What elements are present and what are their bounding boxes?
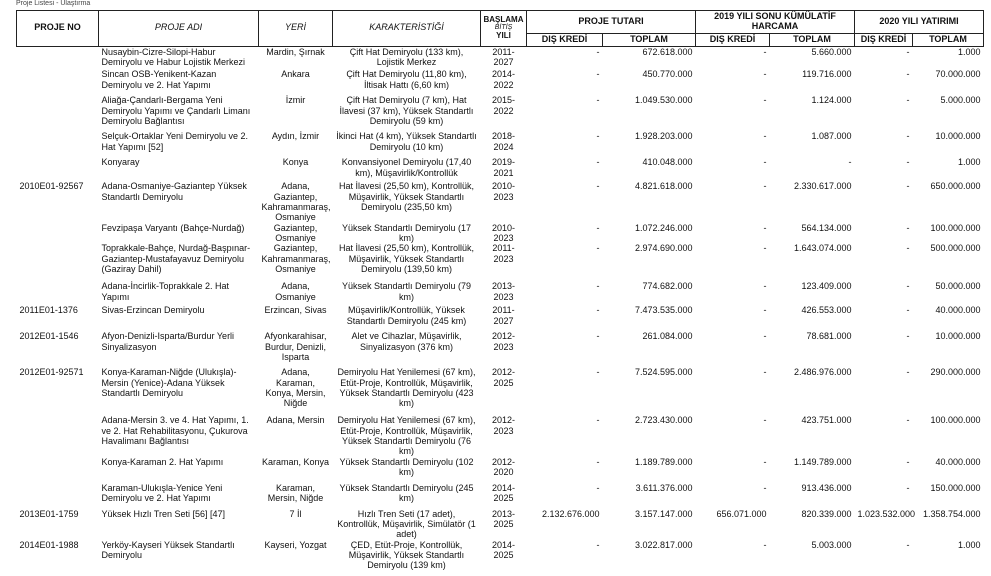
row-pt-toplam: 261.084.000 — [642, 331, 693, 342]
table-row — [17, 157, 984, 181]
row-proje-adi: Konya-Karaman 2. Hat Yapımı — [101, 456, 224, 467]
row-proje-adi: Konyaray — [101, 157, 140, 168]
row-proje-adi: Fevzipaşa Varyantı (Bahçe-Nurdağ) — [101, 222, 245, 233]
row-proje-adi: Adana-Mersin 3. ve 4. Hat Yapımı, 1. ve 2. Hat Rehabilitasyonu, Çukurova Havalimanı Bağlantısı — [101, 415, 249, 446]
row-pt-dis-kredi: - — [596, 95, 600, 106]
header-proje-tutari: PROJE TUTARI — [527, 11, 696, 34]
page-caption: Proje Listesi - Ulaştırma — [16, 0, 91, 7]
table-row — [17, 305, 984, 331]
header-bitis: BİTİŞ — [494, 24, 513, 32]
row-yt-dis-kredi: - — [906, 46, 910, 57]
row-kh-dis-kredi: - — [763, 482, 767, 493]
header-pt-toplam: TOPLAM — [603, 33, 696, 46]
row-yeri: Aydın, İzmir — [271, 131, 320, 142]
row-karakteristik: Çift Hat Demiryolu (7 km), Hat İlavesi (37 km), Yüksek Standartlı Demiryolu (59 km) — [339, 95, 474, 126]
row-yeri: Afyonkarahisar, Burdur, Denizli, Isparta — [264, 331, 327, 362]
row-karakteristik: Müşavirlik/Kontrollük, Yüksek Standartlı Demiryolu (245 km) — [346, 305, 467, 326]
row-kh-toplam: 2.486.976.000 — [793, 367, 852, 378]
row-proje-no — [17, 95, 99, 131]
header-kh-dis-kredi: DIŞ KREDİ — [696, 33, 770, 46]
row-yeri: Adana, Mersin — [266, 415, 325, 426]
header-yt-dis-kredi: DIŞ KREDİ — [855, 33, 913, 46]
table-row — [17, 457, 984, 483]
project-table — [16, 10, 984, 576]
row-pt-toplam: 774.682.000 — [642, 281, 693, 292]
row-yil: 2010-2023 — [491, 222, 516, 243]
row-proje-adi: Sivas-Erzincan Demiryolu — [101, 305, 205, 316]
row-proje-adi: Nusaybin-Cizre-Silopi-Habur Demiryolu ve Habur Lojistik Merkezi — [101, 46, 246, 68]
row-karakteristik: Demiryolu Hat Yenilemesi (67 km), Etüt-Proje, Kontrollük, Müşavirlik, Yüksek Standartlı Demiryolu (76 km) — [337, 415, 476, 457]
row-proje-no — [17, 483, 99, 509]
row-pt-toplam: 7.524.595.000 — [634, 367, 693, 378]
header-proje-no: PROJE NO — [17, 11, 99, 47]
row-yeri: Mardin, Şırnak — [266, 46, 325, 57]
header-kh-toplam: TOPLAM — [770, 33, 855, 46]
row-karakteristik: Yüksek Standartlı Demiryolu (102 km) — [339, 456, 474, 477]
row-yt-toplam: 10.000.000 — [935, 131, 981, 142]
header-baslama: BAŞLAMA — [483, 14, 524, 24]
row-proje-no: 2010E01-92567 — [19, 181, 84, 192]
row-proje-no: 2011E01-1376 — [19, 305, 78, 316]
row-kh-toplam: 5.003.000 — [811, 539, 852, 550]
row-kh-toplam: 1.124.000 — [811, 95, 852, 106]
row-kh-dis-kredi: - — [763, 222, 767, 233]
row-pt-toplam: 2.723.430.000 — [634, 415, 693, 426]
row-kh-toplam: 423.751.000 — [801, 415, 852, 426]
row-yt-dis-kredi: - — [906, 305, 910, 316]
row-kh-toplam: 119.716.000 — [802, 69, 852, 80]
row-yeri: Karaman, Mersin, Niğde — [267, 482, 324, 503]
row-proje-no — [17, 157, 99, 181]
row-yt-toplam: 1.000 — [957, 157, 981, 168]
header-kumulatif-harcama: 2019 YILI SONU KÜMÜLATİF HARCAMA — [696, 11, 855, 34]
row-kh-dis-kredi: - — [763, 157, 767, 168]
table-row — [17, 509, 984, 540]
row-yeri: Erzincan, Sivas — [264, 305, 327, 316]
row-kh-dis-kredi: - — [763, 305, 767, 316]
header-yt-toplam: TOPLAM — [913, 33, 984, 46]
row-yil: 2014-2025 — [491, 482, 516, 503]
row-yt-toplam: 40.000.000 — [935, 456, 981, 467]
row-kh-dis-kredi: - — [763, 539, 767, 550]
row-pt-dis-kredi: - — [596, 157, 600, 168]
row-yt-dis-kredi: - — [906, 456, 910, 467]
row-yil: 2013-2023 — [491, 281, 516, 302]
row-yt-dis-kredi: - — [906, 367, 910, 378]
row-yil: 2010-2023 — [491, 181, 516, 202]
row-kh-toplam: 1.149.789.000 — [793, 456, 852, 467]
table-row — [17, 281, 984, 305]
row-proje-adi: Sincan OSB-Yenikent-Kazan Demiryolu ve 2. Hat Yapımı — [101, 69, 217, 90]
row-proje-no — [17, 457, 99, 483]
row-karakteristik: Yüksek Standartlı Demiryolu (245 km) — [339, 482, 474, 503]
row-yt-toplam: 650.000.000 — [930, 181, 981, 192]
row-pt-dis-kredi: - — [596, 222, 600, 233]
row-proje-no: 2012E01-92571 — [19, 367, 84, 378]
row-proje-adi: Konya-Karaman-Niğde (Ulukışla)-Mersin (Yenice)-Adana Yüksek Standartlı Demiryolu — [101, 367, 237, 398]
table-row — [17, 95, 984, 131]
row-yt-dis-kredi: - — [906, 415, 910, 426]
row-yeri: Kayseri, Yozgat — [264, 539, 327, 550]
row-kh-dis-kredi: - — [763, 95, 767, 106]
row-kh-toplam: - — [848, 157, 852, 168]
row-proje-adi: Adana-Osmaniye-Gaziantep Yüksek Standartlı Demiryolu — [101, 181, 247, 202]
row-pt-toplam: 7.473.535.000 — [634, 305, 693, 316]
row-proje-adi: Adana-İncirlik-Toprakkale 2. Hat Yapımı — [101, 281, 230, 302]
row-yt-toplam: 100.000.000 — [930, 415, 981, 426]
row-proje-adi: Toprakkale-Bahçe, Nurdağ-Başpınar-Gaziantep-Mustafayavuz Demiryolu (Gaziray Dahil) — [101, 243, 251, 274]
row-yeri: Adana, Karaman, Konya, Mersin, Niğde — [265, 367, 326, 409]
row-yt-dis-kredi: - — [906, 482, 910, 493]
row-pt-toplam: 1.049.530.000 — [634, 95, 693, 106]
row-pt-toplam: 4.821.618.000 — [634, 181, 693, 192]
row-yil: 2018-2024 — [491, 131, 516, 152]
row-kh-dis-kredi: - — [763, 69, 767, 80]
row-proje-no: 2013E01-1759 — [19, 508, 79, 519]
row-kh-dis-kredi: - — [763, 415, 767, 426]
row-yt-dis-kredi: - — [906, 181, 910, 192]
row-pt-toplam: 3.611.376.000 — [635, 482, 693, 493]
table-row — [17, 540, 984, 576]
row-yil: 2012-2023 — [491, 331, 516, 352]
row-karakteristik: Yüksek Standartlı Demiryolu (79 km) — [341, 281, 472, 302]
row-pt-dis-kredi: - — [596, 243, 600, 254]
row-pt-toplam: 3.157.147.000 — [634, 508, 693, 519]
row-pt-dis-kredi: - — [596, 482, 600, 493]
row-kh-toplam: 123.409.000 — [801, 281, 852, 292]
table-row — [17, 415, 984, 456]
table-row — [17, 181, 984, 222]
row-yt-dis-kredi: - — [906, 157, 910, 168]
row-kh-toplam: 1.643.074.000 — [793, 243, 852, 254]
row-pt-toplam: 672.618.000 — [642, 46, 693, 57]
row-pt-toplam: 2.974.690.000 — [634, 243, 693, 254]
row-yt-dis-kredi: 1.023.532.000 — [857, 508, 916, 519]
row-yt-dis-kredi: - — [906, 243, 910, 254]
row-yt-toplam: 1.358.754.000 — [922, 508, 981, 519]
row-proje-adi: Selçuk-Ortaklar Yeni Demiryolu ve 2. Hat Yapımı [52] — [101, 131, 249, 152]
header-proje-adi: PROJE ADI — [99, 11, 259, 47]
row-kh-toplam: 913.436.000 — [801, 482, 852, 493]
row-yeri: Gaziantep, Kahramanmaraş, Osmaniye — [261, 243, 331, 274]
row-proje-adi: Yüksek Hızlı Tren Seti [56] [47] — [101, 508, 226, 519]
header-baslama-bitis — [481, 11, 527, 47]
row-pt-toplam: 450.770.000 — [642, 69, 693, 80]
row-karakteristik: Hat İlavesi (25,50 km), Kontrollük, Müşavirlik, Yüksek Standartlı Demiryolu (235,50 km) — [338, 181, 475, 212]
row-yeri: Ankara — [281, 69, 310, 80]
row-proje-no — [17, 46, 99, 69]
row-yeri: Konya — [282, 157, 309, 168]
row-yt-dis-kredi: - — [906, 281, 910, 292]
row-yeri: Karaman, Konya — [261, 456, 330, 467]
row-yil: 2014-2025 — [491, 539, 516, 560]
row-proje-adi: Yerköy-Kayseri Yüksek Standartlı Demiryolu — [101, 539, 235, 560]
row-yt-toplam: 50.000.000 — [935, 281, 981, 292]
row-karakteristik: Yüksek Standartlı Demiryolu (17 km) — [341, 222, 472, 243]
row-yil: 2012-2020 — [491, 456, 516, 477]
header-yeri: YERİ — [259, 11, 333, 47]
row-pt-dis-kredi: - — [596, 181, 600, 192]
row-karakteristik: Çift Hat Demiryolu (133 km), Lojistik Merkez — [349, 46, 464, 68]
row-yeri: Adana, Osmaniye — [275, 281, 316, 302]
row-kh-toplam: 1.087.000 — [811, 131, 852, 142]
row-kh-toplam: 78.681.000 — [806, 331, 852, 342]
row-yil: 2015-2022 — [491, 95, 516, 116]
row-yt-dis-kredi: - — [906, 539, 910, 550]
row-kh-dis-kredi: - — [763, 331, 767, 342]
row-yt-toplam: 10.000.000 — [935, 331, 981, 342]
table-row — [17, 46, 984, 69]
row-proje-adi: Karaman-Ulukışla-Yenice Yeni Demiryolu ve 2. Hat Yapımı — [101, 482, 223, 503]
row-yt-toplam: 70.000.000 — [935, 69, 981, 80]
row-kh-toplam: 2.330.617.000 — [793, 181, 852, 192]
table-row — [17, 367, 984, 415]
row-karakteristik: ÇED, Etüt-Proje, Kontrollük, Müşavirlik, Yüksek Standartlı Demiryolu (139 km) — [348, 539, 465, 571]
row-karakteristik: Konvansiyonel Demiryolu (17,40 km), Müşavirlik/Kontrollük — [341, 157, 472, 178]
row-kh-dis-kredi: - — [763, 131, 767, 142]
row-proje-no — [17, 131, 99, 157]
table-row — [17, 331, 984, 367]
row-yil: 2012-2023 — [491, 415, 516, 436]
row-kh-toplam: 564.134.000 — [801, 222, 852, 233]
row-karakteristik: İkinci Hat (4 km), Yüksek Standartlı Demiryolu (10 km) — [336, 131, 477, 152]
table-body — [17, 46, 984, 575]
header-yili: YILI — [496, 31, 511, 41]
row-proje-no: 2014E01-1988 — [19, 539, 79, 550]
row-yt-dis-kredi: - — [906, 69, 910, 80]
row-pt-toplam: 3.022.817.000 — [634, 539, 693, 550]
row-pt-toplam: 1.072.246.000 — [634, 222, 693, 233]
table-row — [17, 131, 984, 157]
table-row — [17, 243, 984, 281]
row-yeri: Gaziantep, Osmaniye — [273, 222, 318, 243]
row-kh-dis-kredi: - — [763, 46, 767, 57]
row-proje-adi: Aliağa-Çandarlı-Bergama Yeni Demiryolu Yapımı ve Çandarlı Limanı Demiryolu Bağlantısı — [101, 95, 251, 126]
row-yt-toplam: 500.000.000 — [930, 243, 981, 254]
row-pt-dis-kredi: - — [596, 367, 600, 378]
row-karakteristik: Hızlı Tren Seti (17 adet), Kontrollük, Müşavirlik, Simülatör (1 adet) — [337, 508, 476, 540]
row-pt-dis-kredi: - — [596, 305, 600, 316]
row-yt-toplam: 100.000.000 — [930, 222, 981, 233]
row-kh-dis-kredi: 656.071.000 — [716, 508, 767, 519]
table-row — [17, 223, 984, 244]
header-row-1 — [17, 11, 984, 34]
table-row — [17, 483, 984, 509]
header-pt-dis-kredi: DIŞ KREDİ — [527, 33, 603, 46]
row-yt-toplam: 5.000.000 — [940, 95, 981, 106]
row-proje-no: 2012E01-1546 — [19, 331, 79, 342]
row-yil: 2014-2022 — [491, 69, 516, 90]
row-pt-dis-kredi: - — [596, 331, 600, 342]
row-pt-dis-kredi: 2.132.676.000 — [541, 508, 600, 519]
row-pt-dis-kredi: - — [596, 281, 600, 292]
row-yt-dis-kredi: - — [906, 95, 910, 106]
row-proje-no — [17, 69, 99, 95]
row-kh-dis-kredi: - — [763, 281, 767, 292]
row-pt-dis-kredi: - — [596, 131, 600, 142]
row-karakteristik: Alet ve Cihazlar, Müşavirlik, Sinyalizasyon (376 km) — [351, 331, 462, 352]
row-yeri: İzmir — [285, 95, 306, 106]
row-yil: 2013-2025 — [491, 508, 516, 529]
row-kh-dis-kredi: - — [763, 243, 767, 254]
row-pt-dis-kredi: - — [596, 69, 600, 80]
row-kh-dis-kredi: - — [763, 181, 767, 192]
row-yt-toplam: 1.000 — [957, 46, 981, 57]
row-pt-dis-kredi: - — [596, 539, 600, 550]
row-yt-toplam: 150.000.000 — [930, 482, 981, 493]
row-proje-no — [17, 415, 99, 456]
row-karakteristik: Hat İlavesi (25,50 km), Kontrollük, Müşavirlik, Yüksek Standartlı Demiryolu (139,50 km) — [338, 243, 475, 274]
header-yatirim: 2020 YILI YATIRIMI — [855, 11, 984, 34]
row-pt-toplam: 1.189.789.000 — [634, 456, 693, 467]
row-proje-no — [17, 243, 99, 281]
table-row — [17, 69, 984, 95]
row-yil: 2019-2021 — [491, 157, 516, 178]
row-karakteristik: Çift Hat Demiryolu (11,80 km), İltisak Hattı (6,60 km) — [346, 69, 467, 90]
row-kh-toplam: 426.553.000 — [801, 305, 852, 316]
row-yt-toplam: 40.000.000 — [935, 305, 981, 316]
row-yil: 2011-2023 — [492, 243, 515, 264]
row-yil: 2012-2025 — [491, 367, 516, 388]
row-kh-toplam: 820.339.000 — [801, 508, 852, 519]
row-yil: 2011-2027 — [492, 46, 515, 68]
header-karakteristigi: KARAKTERİSTİĞİ — [333, 11, 481, 47]
row-pt-dis-kredi: - — [596, 415, 600, 426]
row-yt-toplam: 1.000 — [957, 539, 981, 550]
row-pt-dis-kredi: - — [596, 456, 600, 467]
row-kh-dis-kredi: - — [763, 367, 767, 378]
row-yt-dis-kredi: - — [906, 331, 910, 342]
row-proje-adi: Afyon-Denizli-Isparta/Burdur Yerli Sinyalizasyon — [101, 331, 235, 352]
row-yeri: Adana, Gaziantep, Kahramanmaraş, Osmaniye — [261, 181, 331, 223]
row-proje-no — [17, 223, 99, 244]
row-yt-dis-kredi: - — [906, 222, 910, 233]
row-proje-no — [17, 281, 99, 305]
row-yeri: 7 İl — [289, 508, 302, 519]
row-yt-toplam: 290.000.000 — [930, 367, 981, 378]
row-yt-dis-kredi: - — [906, 131, 910, 142]
row-yil: 2011-2027 — [492, 305, 515, 326]
row-pt-dis-kredi: - — [596, 46, 600, 57]
row-kh-dis-kredi: - — [763, 456, 767, 467]
row-pt-toplam: 410.048.000 — [642, 157, 693, 168]
row-kh-toplam: 5.660.000 — [811, 46, 852, 57]
row-karakteristik: Demiryolu Hat Yenilemesi (67 km), Etüt-Proje, Kontrollük, Müşavirlik, Yüksek Standartlı Demiryolu (423 km) — [337, 367, 476, 409]
row-pt-toplam: 1.928.203.000 — [634, 131, 693, 142]
